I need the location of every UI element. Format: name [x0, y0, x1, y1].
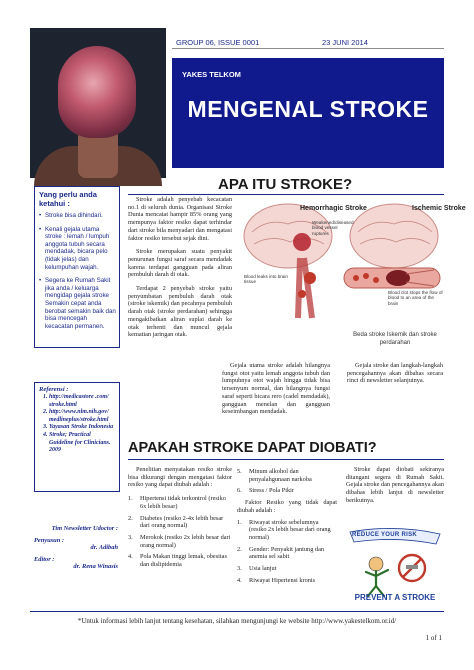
section2-column3 — [346, 466, 444, 511]
key-facts-box — [34, 186, 120, 348]
section1-next — [347, 362, 443, 391]
title-banner — [172, 58, 444, 168]
page-number: 1 of 1 — [425, 634, 442, 642]
paragraph: Stroke dapat diobati sekiranya ditangani segera di Rumah Sakit. Gejala stroke dan pencegahannya akan dibahas lebih lanjut di newsletter berikutnya. — [346, 466, 444, 504]
writer-name: dr. Adibah — [90, 544, 118, 552]
key-fact-item: • Segera ke Rumah Sakit jika anda / keluarga mengidap gejala stroke Semakin cepat anda berobat semakin baik dan bisa mencegah kecacatan permanen. — [39, 277, 116, 330]
note-leak-fo — [244, 274, 288, 296]
section1-symptoms — [222, 362, 330, 422]
section1-rule — [128, 194, 444, 195]
paragraph: Stroke merupakan suatu penyakit penurunan fungsi saraf secara mendadak karena terdapat gangguan pada aliran pembuluh darah di otak. — [128, 248, 232, 279]
list-item: 5. Minum alkohol dan penyalahgunaan narkoba — [237, 468, 312, 483]
list-item: 2. Gender: Penyakit jantung dan anemia sel sabit — [237, 545, 325, 561]
reference-item: 1. http://medicastore .com/ stroke.html — [49, 394, 116, 409]
paragraph: Terdapat 2 penyebab stroke yaitu penyumbatan pembuluh darah otak (stroke iskemik) dan pecahnya pembuluh darah otak (stroke perdarahan) sehingga mengakibatkan aliran suplai darah ke otak terhenti dan muncul gejala kematian jaringan otak. — [128, 285, 232, 339]
references-heading: Referensi : — [39, 386, 69, 393]
modifiable-risk-list-cont — [237, 468, 337, 495]
bleed-spot — [293, 233, 311, 251]
references-box — [34, 382, 120, 492]
issue-date: 23 JUNI 2014 — [322, 38, 368, 47]
note-vessel: Weakened/diseased blood vessel ruptures — [312, 220, 354, 236]
reference-item: 2. http://www.nlm.nih.gov/ medlineplus/stroke.html — [49, 409, 116, 424]
note-leak: Blood leaks into brain tissue — [244, 274, 288, 285]
blood-clot — [386, 270, 410, 286]
footer-note: *Untuk informasi lebih lanjut tentang kesehatan, silahkan mengunjungi ke website http://www.yakestelkom.or.id/ — [77, 617, 397, 625]
key-facts-list — [35, 212, 119, 330]
section2-column1 — [128, 466, 232, 573]
paragraph: Gejala stroke dan langkah-langkah pencegahannya akan dibahas secara rinci di newsletter selanjutnya. — [347, 362, 443, 385]
label-ischemic: Ischemic Stroke — [412, 205, 466, 212]
label-hemorrhagic: Hemorrhagic Stroke — [300, 205, 367, 212]
note-vessel-fo — [312, 220, 354, 250]
issue-label: GROUP 06, ISSUE 0001 — [176, 38, 260, 47]
paragraph: Gejala utama stroke adalah hilangnya fungsi otot yaitu lemah anggota tubuh dan lumpuhnya otot wajah hingga tidak bisa tersenyum normal, dan hilangnya fungsi saraf seperti bicara rero (cadel mendadak), gangguan menelan dan gangguan keseimbangan mendadak. — [222, 362, 330, 416]
reference-item: 4. Stroke; Practical Guideline for Clinicians. 2009 — [49, 432, 116, 455]
paragraph: Stroke adalah penyebab kecacatan no.1 di seluruh dunia. Organisasi Stroke Dunia mencatat hampir 85% orang yang mempunya faktor resiko dapat terhindar dari stroke bila menyadari dan mengatasi faktor resiko tersebut sejak dini. — [128, 196, 232, 242]
credits-block — [34, 525, 118, 571]
section2-heading: APAKAH STROKE DAPAT DIOBATI? — [128, 440, 377, 456]
modifiable-risk-list — [128, 495, 232, 569]
note-clot-fo — [388, 290, 444, 318]
note-clot: Blood clot stops the flow of blood to an area of the brain — [388, 290, 443, 306]
nonmodifiable-risk-list — [237, 519, 337, 585]
figure-caption: Beda stroke Iskemik dan stroke perdarahan — [353, 332, 437, 346]
editor-label: Editor : — [34, 555, 55, 563]
paragraph: Penelitian menyatakan resiko stroke bisa dikurangi dengan mengatasi faktor resiko yang dapat diubah adalah : — [128, 466, 232, 489]
prevent-stroke-badge — [346, 526, 444, 606]
newsletter-title: MENGENAL STROKE — [187, 96, 429, 122]
writer-label: Penyusun : — [34, 536, 65, 544]
section2-rule — [128, 459, 444, 460]
brain-head-shape — [58, 46, 136, 138]
list-item: 3. Merokok (resiko 2x lebih besar dari orang normal) — [128, 533, 231, 549]
section1-column1 — [128, 196, 232, 345]
references-list — [35, 394, 119, 455]
list-item: 4. Pola Makan tinggi lemak, obesitas dan dislipidemia — [128, 553, 227, 569]
key-fact-item: • Kenali gejala utama stroke : lemah / lumpuh anggota tubuh secara mendadak, bicara pelo (tidak jelas) dan kelumpuhan wajah. — [39, 226, 116, 272]
list-item: 4. Riwayat Hipertensi kronis — [237, 576, 316, 584]
hemorrhagic-vessel — [298, 258, 312, 318]
list-item: 3. Usia lanjut — [237, 565, 277, 573]
list-item: 1. Riwayat stroke sebelumnya (resiko 2x lebih besar dari orang normal) — [237, 518, 331, 541]
reference-item: 3. Yayasan Stroke Indonesia — [49, 424, 116, 432]
footer-divider — [30, 611, 444, 612]
list-item: 1. Hipertensi tidak terkontrol (resiko 6x lebih besar) — [128, 495, 226, 510]
team-label: Tim Newsletter Udoctor : — [51, 525, 118, 532]
section2-column2 — [237, 466, 337, 588]
key-fact-item: • Stroke bisa dihindari. — [39, 212, 116, 220]
brain-illustration — [30, 28, 166, 178]
editor-name: dr. Rena Winasis — [73, 563, 118, 571]
list-item: 2. Diabetes (resiko 2-4x lebih besar dari orang normal) — [128, 514, 224, 530]
paragraph: Faktor Resiko yang tidak dapat diubah adalah : — [237, 499, 337, 514]
badge-top-text: REDUCE YOUR RISK — [352, 532, 418, 538]
org-name: YAKES TELKOM — [182, 70, 241, 79]
ischemic-brain-shape — [350, 204, 438, 268]
header-divider — [172, 48, 444, 49]
section1-heading: APA ITU STROKE? — [218, 176, 353, 193]
badge-bottom-text: PREVENT A STROKE — [354, 593, 436, 602]
key-facts-heading: Yang perlu anda ketahui : — [39, 190, 97, 208]
list-item: 6. Stress / Pola Pikir — [237, 487, 294, 495]
